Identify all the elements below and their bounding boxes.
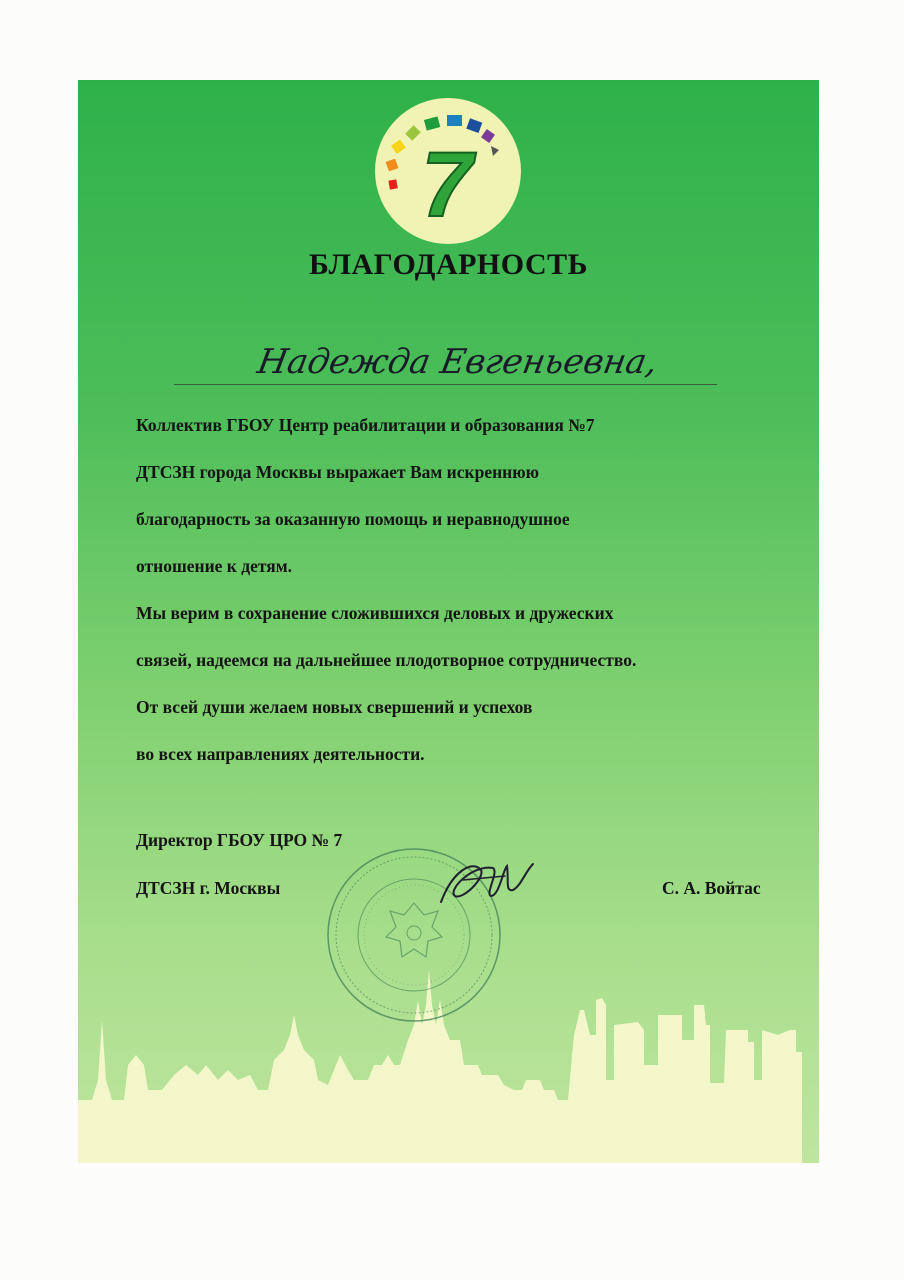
recipient-underline [174, 384, 717, 385]
body-line: ДТСЗН города Москвы выражает Вам искреннюю [136, 462, 540, 482]
body-line: связей, надеемся на дальнейшее плодотворное сотрудничество. [136, 650, 637, 670]
handwritten-signature-icon [433, 850, 543, 920]
document-title: БЛАГОДАРНОСТЬ [309, 248, 588, 281]
body-line: Мы верим в сохранение сложившихся деловых и дружеских [136, 603, 614, 623]
certificate-sheet [78, 80, 819, 1163]
svg-text:7: 7 [421, 134, 473, 236]
logo-seven-icon [375, 98, 521, 244]
signatory-department: ДТСЗН г. Москвы [136, 878, 281, 898]
logo [375, 98, 521, 244]
signatory-name: С. А. Войтас [662, 878, 761, 898]
body-line: От всей души желаем новых свершений и успехов [136, 697, 533, 717]
body-line: благодарность за оказанную помощь и неравнодушное [136, 509, 570, 529]
body-line: Коллектив ГБОУ Центр реабилитации и образования №7 [136, 415, 595, 435]
body-line: отношение к детям. [136, 556, 293, 576]
signatory-position: Директор ГБОУ ЦРО № 7 [136, 830, 343, 850]
recipient-name: Надежда Евгеньевна, [254, 342, 661, 382]
letter-body [136, 402, 796, 778]
body-line: во всех направлениях деятельности. [136, 744, 425, 764]
